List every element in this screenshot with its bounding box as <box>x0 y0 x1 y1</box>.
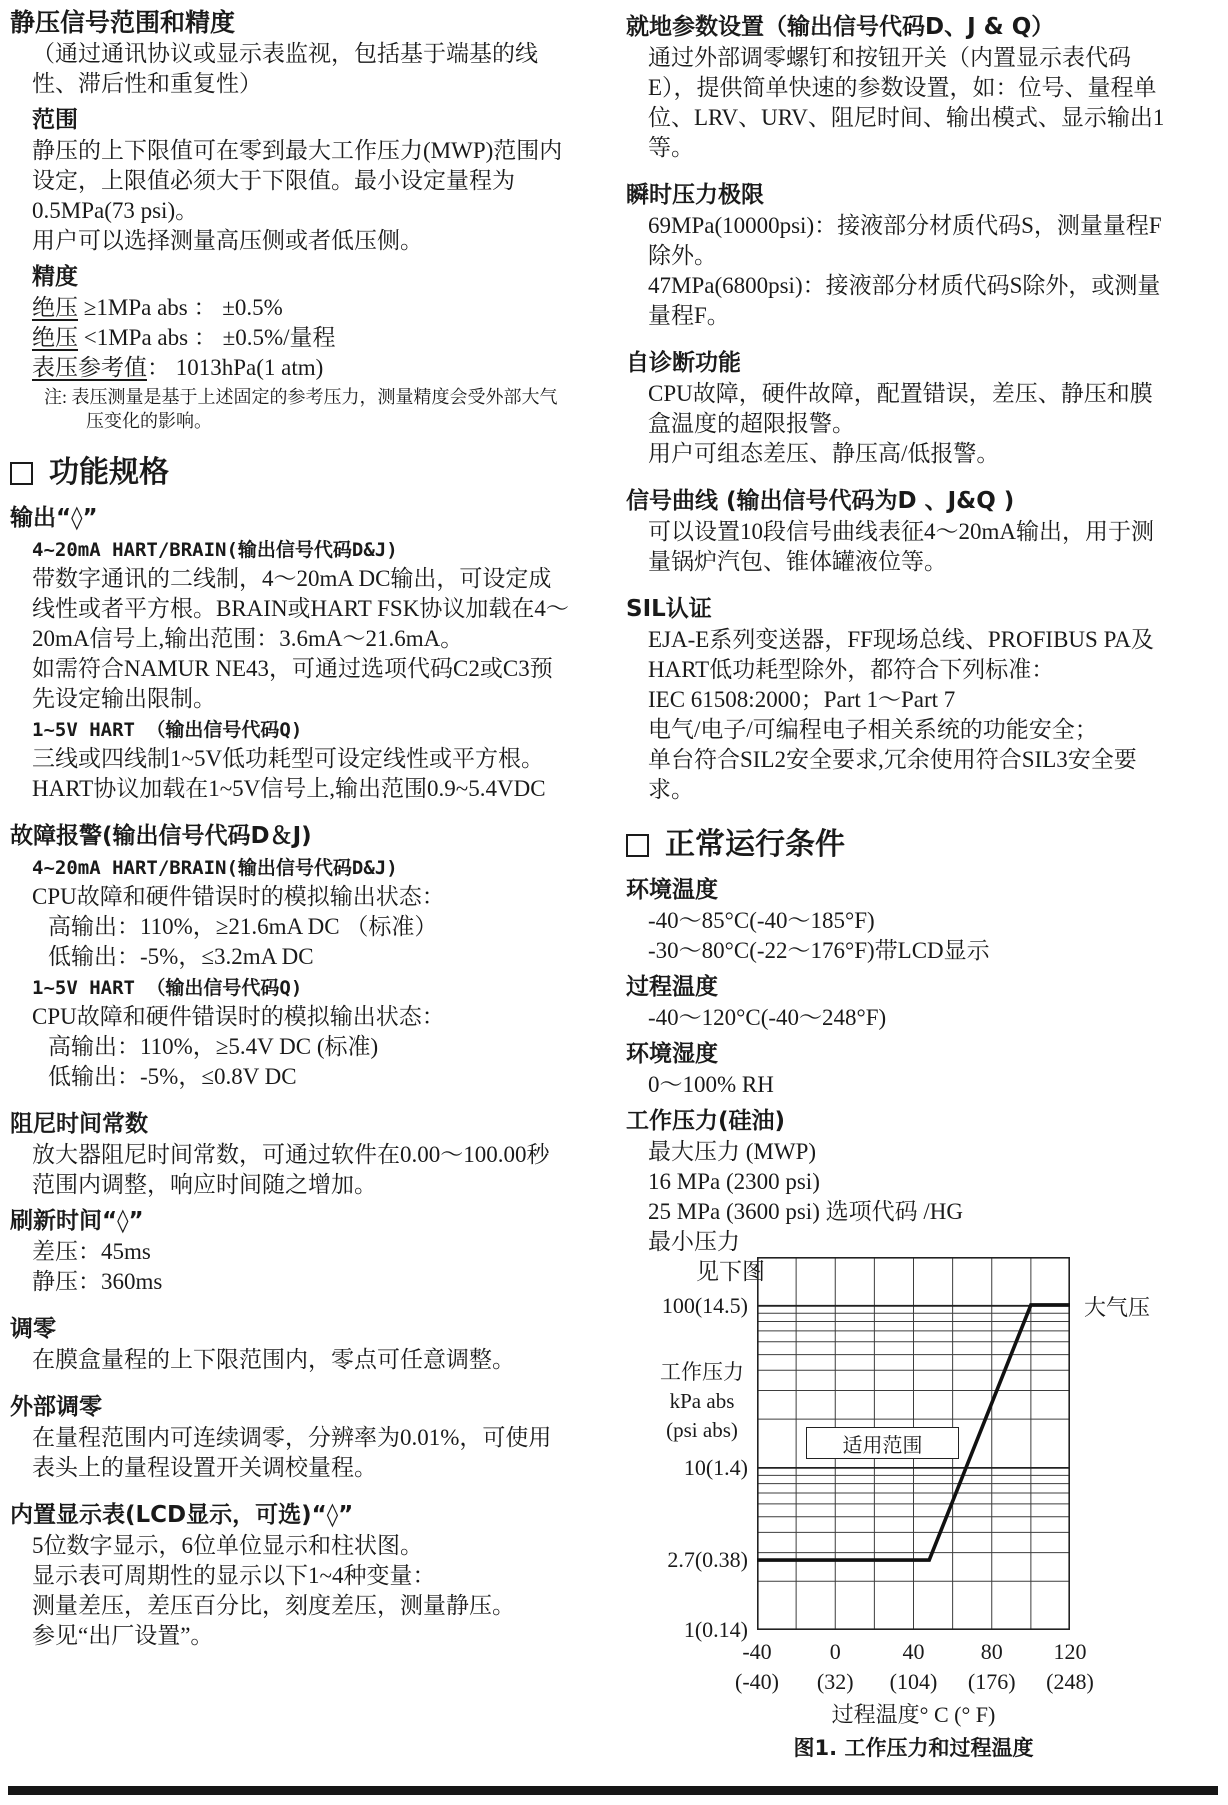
applicable-range-box: 适用范围 <box>806 1427 959 1459</box>
spec-text: 带数字通讯的二线制，4～20mA DC输出，可设定成线性或者平方根。BRAIN或HART FSK协议加载在4～20mA信号上,输出范围：3.6mA～21.6mA。 <box>32 566 569 651</box>
heading-ambient-humidity: 环境湿度 <box>626 1041 718 1067</box>
spec-text: IEC 61508:2000；Part 1～Part 7 <box>648 687 956 712</box>
heading-process-temperature: 过程温度 <box>626 974 718 1000</box>
heading-working-pressure: 工作压力(硅油) <box>626 1108 786 1134</box>
subheading-1-5v-hart: 1~5V HART （输出信号代码Q) <box>32 977 303 999</box>
heading-update-time: 刷新时间“◊” <box>10 1208 144 1234</box>
figure-caption: 图1. 工作压力和过程温度 <box>793 1736 1034 1760</box>
spec-text: 见下图 <box>696 1259 765 1284</box>
subheading-4-20ma-hart-brain: 4~20mA HART/BRAIN(输出信号代码D&J) <box>32 539 398 561</box>
spec-value: ≥1MPa abs ： ±0.5% <box>78 295 283 320</box>
spec-text: 最大压力 (MWP) <box>648 1139 817 1164</box>
spec-text: 放大器阻尼时间常数，可通过软件在0.00～100.00秒范围内调整，响应时间随之增加。 <box>32 1142 550 1197</box>
underlined-term: 绝压 <box>32 295 78 320</box>
spec-text: 三线或四线制1~5V低功耗型可设定线性或平方根。 <box>32 746 545 771</box>
spec-text: 测量差压，差压百分比，刻度差压，测量静压。 <box>32 1593 515 1618</box>
y-tick-label: 100(14.5) <box>661 1292 748 1318</box>
spec-text: 16 MPa (2300 psi) <box>648 1169 820 1194</box>
spec-text: 47MPa(6800psi)：接液部分材质代码S除外，或测量量程F。 <box>648 273 1161 328</box>
spec-text <box>10 293 572 323</box>
spec-value: <1MPa abs ： ±0.5%/量程 <box>78 325 336 350</box>
heading-zero-adjustment: 调零 <box>10 1316 56 1342</box>
x-tick-label-celsius: 0 <box>829 1639 841 1664</box>
underlined-term: 绝压 <box>32 325 78 350</box>
section-title: 正常运行条件 <box>665 827 845 862</box>
y-tick-label: 10(1.4) <box>683 1454 748 1480</box>
x-tick-label-celsius: 120 <box>1053 1639 1087 1664</box>
spec-text: 在量程范围内可连续调零，分辨率为0.01%，可使用表头上的量程设置开关调校量程。 <box>32 1425 552 1480</box>
heading-static-pressure-signal-range: 静压信号范围和精度 <box>10 8 236 37</box>
spec-text: 低输出：-5%，≤0.8V DC <box>48 1064 297 1089</box>
spec-text: 5位数字显示，6位单位显示和柱状图。 <box>32 1533 423 1558</box>
y-axis-label <box>650 1358 754 1445</box>
spec-text: 静压：360ms <box>32 1269 163 1294</box>
spec-text: 69MPa(10000psi)：接液部分材质代码S，测量量程F除外。 <box>648 213 1162 268</box>
x-axis-title: 过程温度° C (° F) <box>831 1702 996 1727</box>
spec-text <box>10 353 572 383</box>
section-square-icon <box>626 834 649 857</box>
spec-text: 电气/电子/可编程电子相关系统的功能安全； <box>648 717 1098 742</box>
spec-text: CPU故障，硬件故障，配置错误，差压、静压和膜盒温度的超限报警。 <box>648 381 1153 436</box>
heading-accuracy: 精度 <box>32 264 78 290</box>
spec-text: HART协议加载在1~5V信号上,输出范围0.9~5.4VDC <box>32 776 546 801</box>
y-tick-label: 2.7(0.38) <box>667 1547 748 1573</box>
heading-output: 输出“◊” <box>10 505 98 531</box>
spec-text: EJA-E系列变送器，FF现场总线、PROFIBUS PA及HART低功耗型除外，都符合下列标准： <box>648 627 1154 682</box>
spec-text: CPU故障和硬件错误时的模拟输出状态： <box>32 1004 445 1029</box>
spec-text: 如需符合NAMUR NE43，可通过选项代码C2或C3预先设定输出限制。 <box>32 656 553 711</box>
subheading-4-20ma-hart-brain: 4~20mA HART/BRAIN(输出信号代码D&J) <box>32 857 398 879</box>
spec-text <box>10 323 572 353</box>
spec-text: -40～120°C(-40～248°F) <box>648 1005 887 1030</box>
spec-text: 单台符合SIL2安全要求,冗余使用符合SIL3安全要求。 <box>648 747 1137 802</box>
spec-text: 用户可组态差压、静压高/低报警。 <box>648 441 1000 466</box>
x-tick-label-fahrenheit: (104) <box>889 1669 938 1694</box>
spec-text: 通过外部调零螺钉和按钮开关（内置显示表代码E），提供简单快速的参数设置，如：位号、量程单位、LRV、URV、阻尼时间、输出模式、显示输出1等。 <box>648 45 1165 160</box>
spec-text: 0～100% RH <box>648 1072 774 1097</box>
spec-text: 显示表可周期性的显示以下1~4种变量： <box>32 1563 436 1588</box>
heading-ambient-temperature: 环境温度 <box>626 877 718 903</box>
spec-text: -40～85°C(-40～185°F) <box>648 908 875 933</box>
section-square-icon <box>10 462 33 485</box>
x-tick-label-celsius: 40 <box>902 1639 925 1664</box>
left-column <box>10 6 572 1651</box>
heading-integral-indicator: 内置显示表(LCD显示，可选)“◊” <box>10 1502 354 1528</box>
spec-text: 低输出：-5%，≤3.2mA DC <box>48 944 314 969</box>
figure-1-working-pressure-chart <box>626 1240 1226 1785</box>
x-tick-label-celsius: -40 <box>742 1639 772 1664</box>
spec-text: 在膜盒量程的上下限范围内，零点可任意调整。 <box>32 1347 515 1372</box>
heading-normal-operating-conditions <box>626 825 1174 865</box>
heading-self-diagnostics: 自诊断功能 <box>626 350 741 376</box>
spec-text: 25 MPa (3600 psi) 选项代码 /HG <box>648 1199 963 1224</box>
heading-functional-specifications <box>10 453 572 493</box>
spec-text: CPU故障和硬件错误时的模拟输出状态： <box>32 884 445 909</box>
spec-text: 参见“出厂设置”。 <box>32 1623 214 1648</box>
heading-sil-certification: SIL认证 <box>626 596 712 622</box>
atmospheric-pressure-label: 大气压 <box>1084 1294 1151 1320</box>
y-axis-label-line: 工作压力 <box>660 1360 744 1384</box>
x-tick-label-fahrenheit: (-40) <box>735 1669 779 1694</box>
spec-text: 高输出：110%，≥5.4V DC (标准) <box>48 1034 379 1059</box>
heading-range: 范围 <box>32 107 78 133</box>
spec-text: 高输出：110%，≥21.6mA DC （标准） <box>48 914 438 939</box>
right-column <box>626 6 1174 1287</box>
spec-text: 静压的上下限值可在零到最大工作压力(MWP)范围内设定，上限值必须大于下限值。最小设定量程为0.5MPa(73 psi)。 <box>32 138 563 223</box>
heading-signal-characterizer: 信号曲线 (输出信号代码为D 、J&Q ) <box>626 488 1015 514</box>
y-axis-label-line: kPa abs <box>669 1389 735 1413</box>
x-tick-label-fahrenheit: (176) <box>967 1669 1016 1694</box>
y-tick-label: 1(0.14) <box>683 1617 748 1642</box>
spec-text: 最小压力 <box>648 1229 740 1254</box>
x-tick-label-celsius: 80 <box>980 1639 1003 1664</box>
spec-text: 用户可以选择测量高压侧或者低压侧。 <box>32 228 423 253</box>
x-tick-label-fahrenheit: (248) <box>1046 1669 1094 1694</box>
heading-damping-time-constant: 阻尼时间常数 <box>10 1111 148 1137</box>
x-tick-label-fahrenheit: (32) <box>816 1669 854 1694</box>
spec-text: 差压：45ms <box>32 1239 151 1264</box>
page-footer-rule <box>8 1786 1218 1795</box>
spec-text: -30～80°C(-22～176°F)带LCD显示 <box>648 938 990 963</box>
heading-external-zero-adjustment: 外部调零 <box>10 1394 102 1420</box>
heading-instantaneous-pressure-limit: 瞬时压力极限 <box>626 182 764 208</box>
subheading-1-5v-hart: 1~5V HART （输出信号代码Q) <box>32 719 303 741</box>
spec-text: （通过通讯协议或显示表监视，包括基于端基的线性、滞后性和重复性） <box>32 41 538 96</box>
spec-value: ： 1013hPa(1 atm) <box>147 355 324 380</box>
underlined-term: 表压参考值 <box>32 355 147 380</box>
heading-failure-alarm: 故障报警(输出信号代码D＆J) <box>10 823 312 849</box>
heading-local-parameter-setting: 就地参数设置（输出信号代码D、J & Q） <box>626 14 1055 40</box>
section-title: 功能规格 <box>49 455 169 490</box>
spec-text: 可以设置10段信号曲线表征4～20mA输出，用于测量锅炉汽包、锥体罐液位等。 <box>648 519 1154 574</box>
y-axis-label-line: (psi abs) <box>666 1418 738 1442</box>
footnote: 注: 表压测量是基于上述固定的参考压力，测量精度会受外部大气压变化的影响。 <box>44 387 558 431</box>
